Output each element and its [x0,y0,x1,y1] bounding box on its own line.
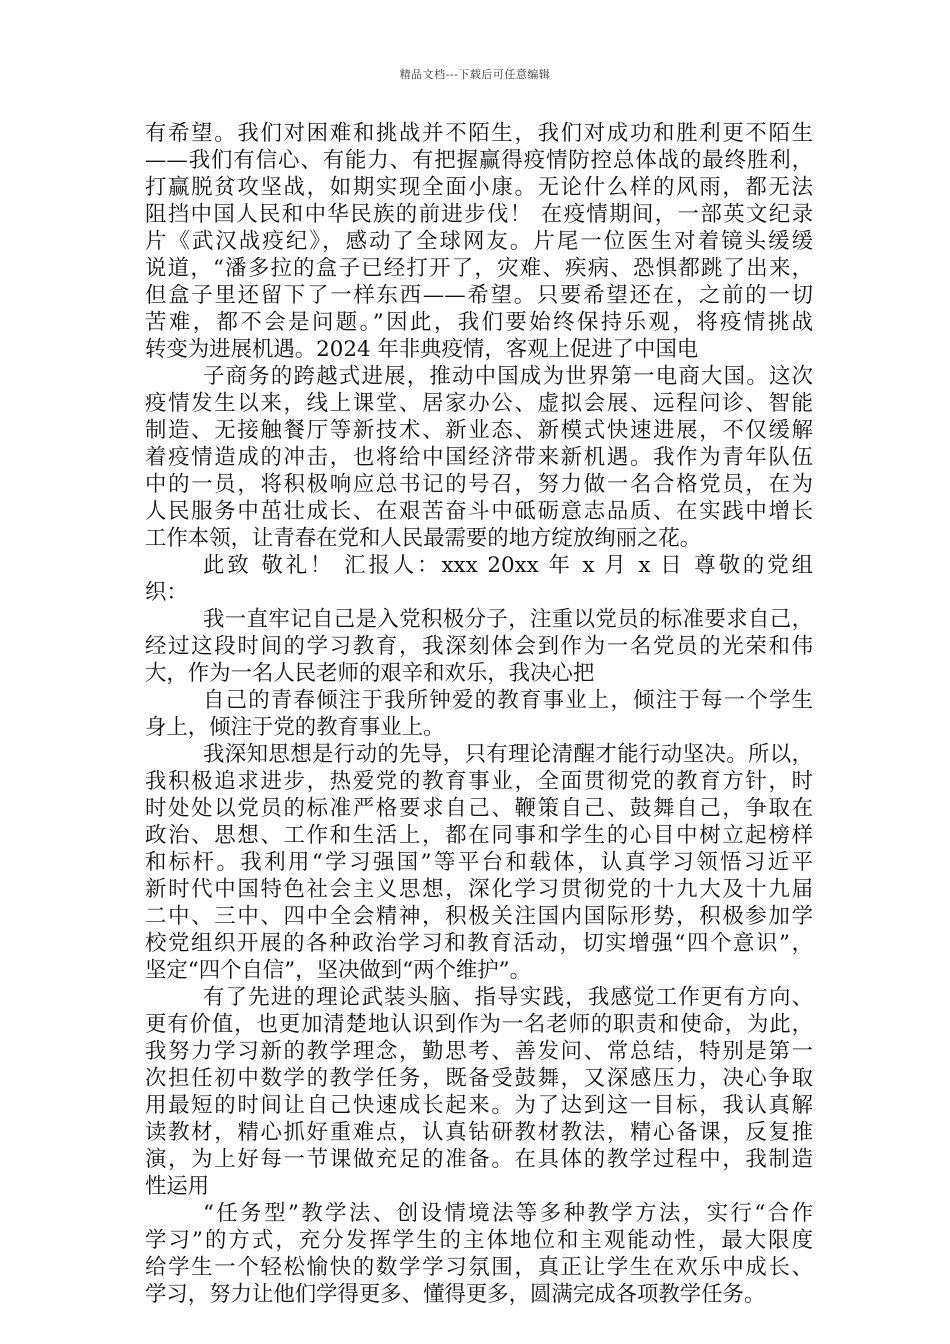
paragraph [145,984,813,1200]
text-line: ——我们有信心、有能力、有把握赢得疫情防控总体战的最终胜利， [145,148,813,173]
text-line: 有希望。我们对困难和挑战并不陌生，我们对成功和胜利更不陌生 [145,121,813,146]
text-line: 更有价值，也更加清楚地认识到作为一名老师的职责和使命，为此， [145,1012,813,1037]
text-line: 片《武汉战疫纪》，感动了全球网友。片尾一位医生对着镜头缓缓 [145,229,813,254]
text-line: 演，为上好每一节课做充足的准备。在具体的教学过程中，我制造 [145,1147,813,1172]
text-line: 中的一员，将积极响应总书记的号召，努力做一名合格党员，在为 [145,472,813,497]
text-line: 次担任初中数学的教学任务，既备受鼓舞，又深感压力，决心争取 [145,1066,813,1091]
text-line: 阻挡中国人民和中华民族的前进步伐！ 在疫情期间，一部英文纪录 [145,202,813,227]
text-line: 人民服务中茁壮成长、在艰苦奋斗中砥砺意志品质、在实践中增长 [145,499,813,524]
text-line: 性运用 [145,1174,210,1199]
text-line: 有了先进的理论武装头脑、指导实践，我感觉工作更有方向、 [203,985,813,1010]
text-line: 给学生一个轻松愉快的数学学习氛围，真正让学生在欢乐中成长、 [145,1255,813,1280]
text-line: 我深知思想是行动的先导，只有理论清醒才能行动坚决。所以， [203,742,813,767]
text-line: 此致 敬礼！ 汇报人：xxx 20xx 年 x 月 x 日 尊敬的党组 [203,553,813,578]
text-line: 二中、三中、四中全会精神，积极关注国内国际形势，积极参加学 [145,904,813,929]
text-line: 坚定“四个自信”，坚决做到“两个维护”。 [145,958,531,983]
text-line: 学习，努力让他们学得更多、懂得更多，圆满完成各项教学任务。 [145,1282,766,1307]
text-line: 我积极追求进步，热爱党的教育事业，全面贯彻党的教育方针，时 [145,769,813,794]
paragraph [145,120,813,363]
text-line: 读教材，精心抓好重难点，认真钻研教材教法，精心备课，反复推 [145,1120,813,1145]
text-line: 子商务的跨越式进展，推动中国成为世界第一电商大国。这次 [203,364,813,389]
text-line: 学习”的方式，充分发挥学生的主体地位和主观能动性，最大限度 [145,1228,813,1253]
paragraph [145,606,813,687]
text-line: “任务型”教学法、创设情境法等多种教学方法，实行“合作 [203,1201,813,1226]
text-line: 工作本领，让青春在党和人民最需要的地方绽放绚丽之花。 [145,526,702,551]
document-body [145,120,813,1308]
text-line: 校党组织开展的各种政治学习和教育活动，切实增强“四个意识”， [145,931,813,956]
text-line: 身上，倾注于党的教育事业上。 [145,715,445,740]
page-header: 精品文档---下载后可任意编辑 [399,68,551,81]
text-line: 织： [145,580,188,605]
text-line: 我努力学习新的教学理念，勤思考、善发问、常总结，特别是第一 [145,1039,813,1064]
text-line: 说道，“潘多拉的盒子已经打开了，灾难、疾病、恐惧都跳了出来， [145,256,813,281]
paragraph [145,552,813,606]
text-line: 疫情发生以来，线上课堂、居家办公、虚拟会展、远程问诊、智能 [145,391,813,416]
text-line: 大，作为一名人民老师的艰辛和欢乐，我决心把 [145,661,595,686]
text-line: 和标杆。我利用“学习强国”等平台和载体，认真学习领悟习近平 [145,850,813,875]
paragraph [145,687,813,741]
text-line: 但盒子里还留下了一样东西——希望。只要希望还在，之前的一切 [145,283,813,308]
text-line: 自己的青春倾注于我所钟爱的教育事业上，倾注于每一个学生 [203,688,813,713]
text-line: 新时代中国特色社会主义思想，深化学习贯彻党的十九大及十九届 [145,877,813,902]
text-line: 转变为进展机遇。2024 年非典疫情，客观上促进了中国电 [145,337,699,362]
text-line: 制造、无接触餐厅等新技术、新业态、新模式快速进展，不仅缓解 [145,418,813,443]
paragraph [145,1200,813,1308]
paragraph [145,741,813,984]
paragraph [145,363,813,552]
text-line: 用最短的时间让自己快速成长起来。为了达到这一目标，我认真解 [145,1093,813,1118]
text-line: 苦难，都不会是问题。”因此，我们要始终保持乐观，将疫情挑战 [145,310,813,335]
text-line: 打赢脱贫攻坚战，如期实现全面小康。无论什么样的风雨，都无法 [145,175,813,200]
text-line: 时处处以党员的标准严格要求自己、鞭策自己、鼓舞自己，争取在 [145,796,813,821]
text-line: 政治、思想、工作和生活上，都在同事和学生的心目中树立起榜样 [145,823,813,848]
text-line: 着疫情造成的冲击，也将给中国经济带来新机遇。我作为青年队伍 [145,445,813,470]
text-line: 经过这段时间的学习教育，我深刻体会到作为一名党员的光荣和伟 [145,634,813,659]
text-line: 我一直牢记自己是入党积极分子，注重以党员的标准要求自己， [203,607,813,632]
